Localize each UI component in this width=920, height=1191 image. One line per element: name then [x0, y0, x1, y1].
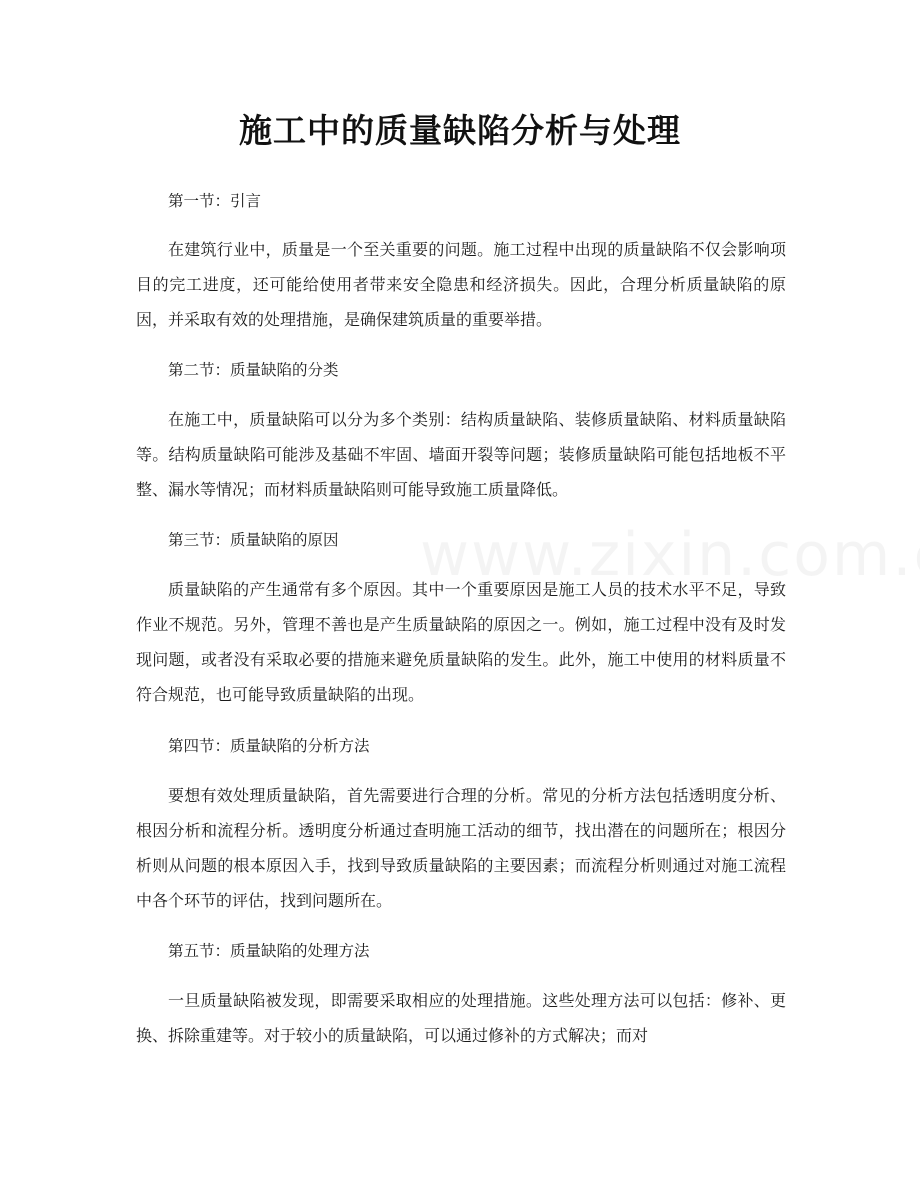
section-body-1: 在建筑行业中，质量是一个至关重要的问题。施工过程中出现的质量缺陷不仅会影响项目的完工进度，还可能给使用者带来安全隐患和经济损失。因此，合理分析质量缺陷的原因，并采取有效的处理措施，是确保建筑质量的重要举措。 [136, 240, 786, 329]
section-heading-5: 第五节：质量缺陷的处理方法 [168, 942, 370, 960]
section-body-4: 要想有效处理质量缺陷，首先需要进行合理的分析。常见的分析方法包括透明度分析、根因分析和流程分析。透明度分析通过查明施工活动的细节，找出潜在的问题所在；根因分析则从问题的根本原因入手，找到导致质量缺陷的主要因素；而流程分析则通过对施工流程中各个环节的评估，找到问题所在。 [136, 786, 786, 910]
section-heading-4: 第四节：质量缺陷的分析方法 [168, 737, 370, 755]
section-body-3: 质量缺陷的产生通常有多个原因。其中一个重要原因是施工人员的技术水平不足，导致作业不规范。另外，管理不善也是产生质量缺陷的原因之一。例如，施工过程中没有及时发现问题，或者没有采取必要的措施来避免质量缺陷的发生。此外，施工中使用的材料质量不符合规范，也可能导致质量缺陷的出现。 [136, 580, 786, 704]
section-heading-3: 第三节：质量缺陷的原因 [168, 531, 339, 549]
section-heading-1: 第一节：引言 [168, 192, 262, 210]
document-title: 施工中的质量缺陷分析与处理 [239, 111, 681, 150]
section-body-2: 在施工中，质量缺陷可以分为多个类别：结构质量缺陷、装修质量缺陷、材料质量缺陷等。结构质量缺陷可能涉及基础不牢固、墙面开裂等问题；装修质量缺陷可能包括地板不平整、漏水等情况；而材料质量缺陷则可能导致施工质量降低。 [136, 410, 786, 499]
section-heading-2: 第二节：质量缺陷的分类 [168, 361, 339, 379]
section-body-5: 一旦质量缺陷被发现，即需要采取相应的处理措施。这些处理方法可以包括：修补、更换、拆除重建等。对于较小的质量缺陷，可以通过修补的方式解决；而对 [136, 991, 786, 1045]
